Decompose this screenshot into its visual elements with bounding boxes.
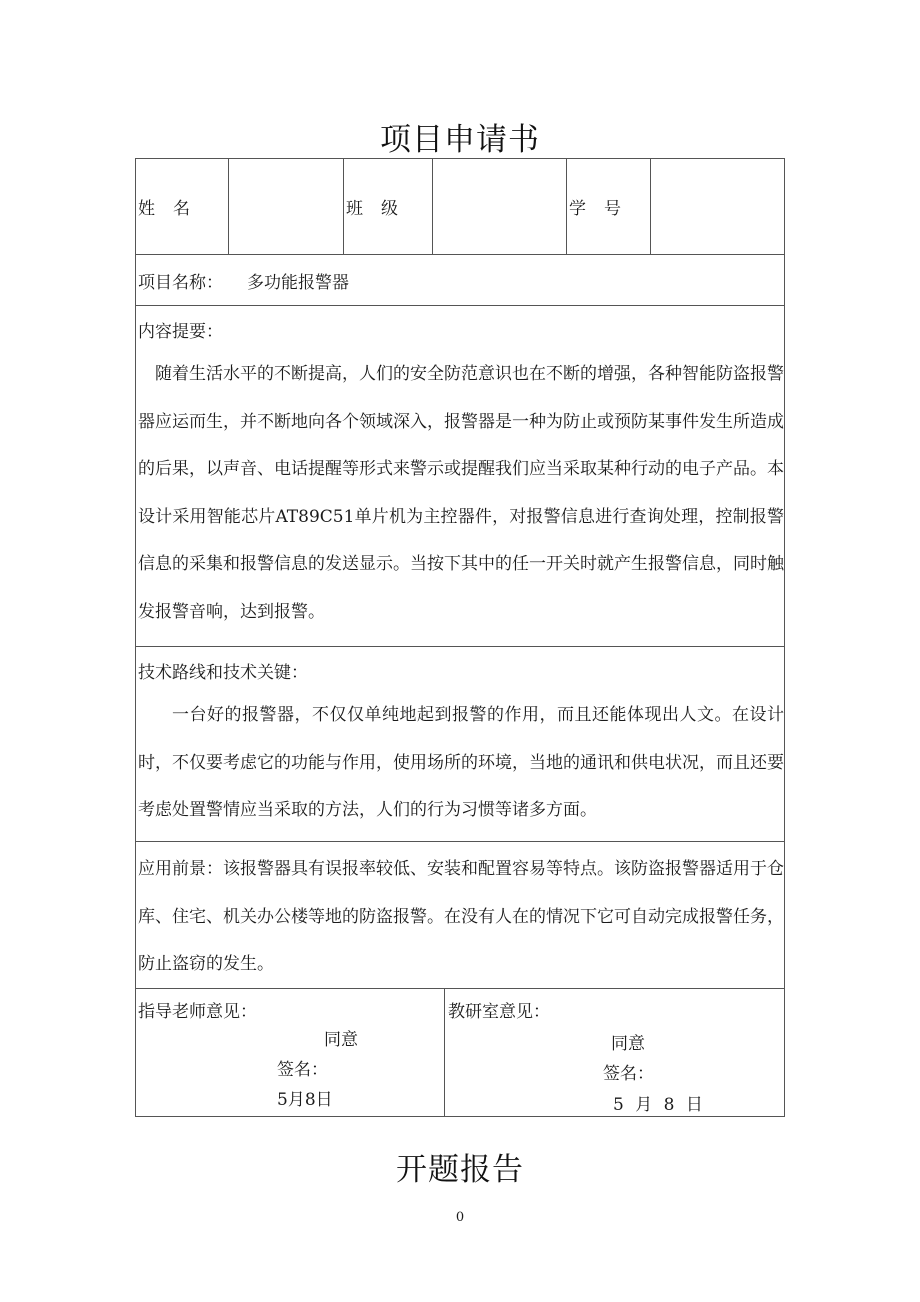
name-label-cell xyxy=(136,159,228,254)
office-opinion-value: 同意 xyxy=(611,1034,645,1054)
technology-section xyxy=(136,646,784,841)
advisor-signature-label: 签名： xyxy=(277,1060,328,1080)
advisor-opinion-value: 同意 xyxy=(324,1030,358,1050)
next-section-title: 开题报告 xyxy=(396,1152,524,1188)
summary-text: 随着生活水平的不断提高，人们的安全防范意识也在不断的增强，各种智能防盗报警器应运而生，并不断地向各个领域深入，报警器是一种为防止或预防某事件发生所造成的后果，以声音、电话提醒等形式来警示或提醒我们应当采取某种行动的电子产品。本设计采用智能芯片AT89C51单片机为主控器件，对报警信息进行查询处理，控制报警信息的采集和报警信息的发送显示。当按下其中的任一开关时就产生报警信息，同时触发报警音响，达到报警。 xyxy=(138,364,784,622)
advisor-opinion-label: 指导老师意见： xyxy=(138,1002,257,1022)
advisor-opinion-cell xyxy=(136,989,444,1116)
student-id-label: 学号 xyxy=(569,199,639,219)
approval-row xyxy=(136,988,784,1116)
office-signature-label: 签名： xyxy=(603,1064,654,1084)
class-label: 班级 xyxy=(346,199,416,219)
document-title: 项目申请书 xyxy=(380,122,540,158)
office-opinion-label: 教研室意见： xyxy=(448,1002,550,1022)
technology-label: 技术路线和技术关键： xyxy=(138,663,308,683)
project-name-value: 多功能报警器 xyxy=(247,272,349,293)
summary-section xyxy=(136,305,784,646)
office-date: 5 月 8 日 xyxy=(613,1095,706,1115)
class-value-cell xyxy=(432,159,566,254)
office-opinion-cell xyxy=(444,989,784,1116)
application-text: 应用前景：该报警器具有误报率较低、安装和配置容易等特点。该防盗报警器适用于仓库、住宅、机关办公楼等地的防盗报警。在没有人在的情况下它可自动完成报警任务，防止盗窃的发生。 xyxy=(138,859,784,974)
summary-label: 内容提要： xyxy=(138,322,223,342)
project-name-label: 项目名称： xyxy=(138,272,223,293)
class-label-cell xyxy=(343,159,432,254)
application-section xyxy=(136,841,784,988)
technology-text: 一台好的报警器，不仅仅单纯地起到报警的作用，而且还能体现出人文。在设计时，不仅要考虑它的功能与作用，使用场所的环境，当地的通讯和供电状况，而且还要考虑处置警情应当采取的方法，人们的行为习惯等诸多方面。 xyxy=(138,705,784,820)
application-form-table xyxy=(135,158,785,1117)
advisor-date: 5月8日 xyxy=(277,1090,333,1110)
project-name-row xyxy=(136,254,784,305)
name-label: 姓名 xyxy=(138,199,208,219)
page-number: 0 xyxy=(455,1210,465,1225)
student-id-label-cell xyxy=(566,159,650,254)
student-id-value-cell xyxy=(650,159,784,254)
name-value-cell xyxy=(228,159,343,254)
student-info-row xyxy=(136,159,784,254)
